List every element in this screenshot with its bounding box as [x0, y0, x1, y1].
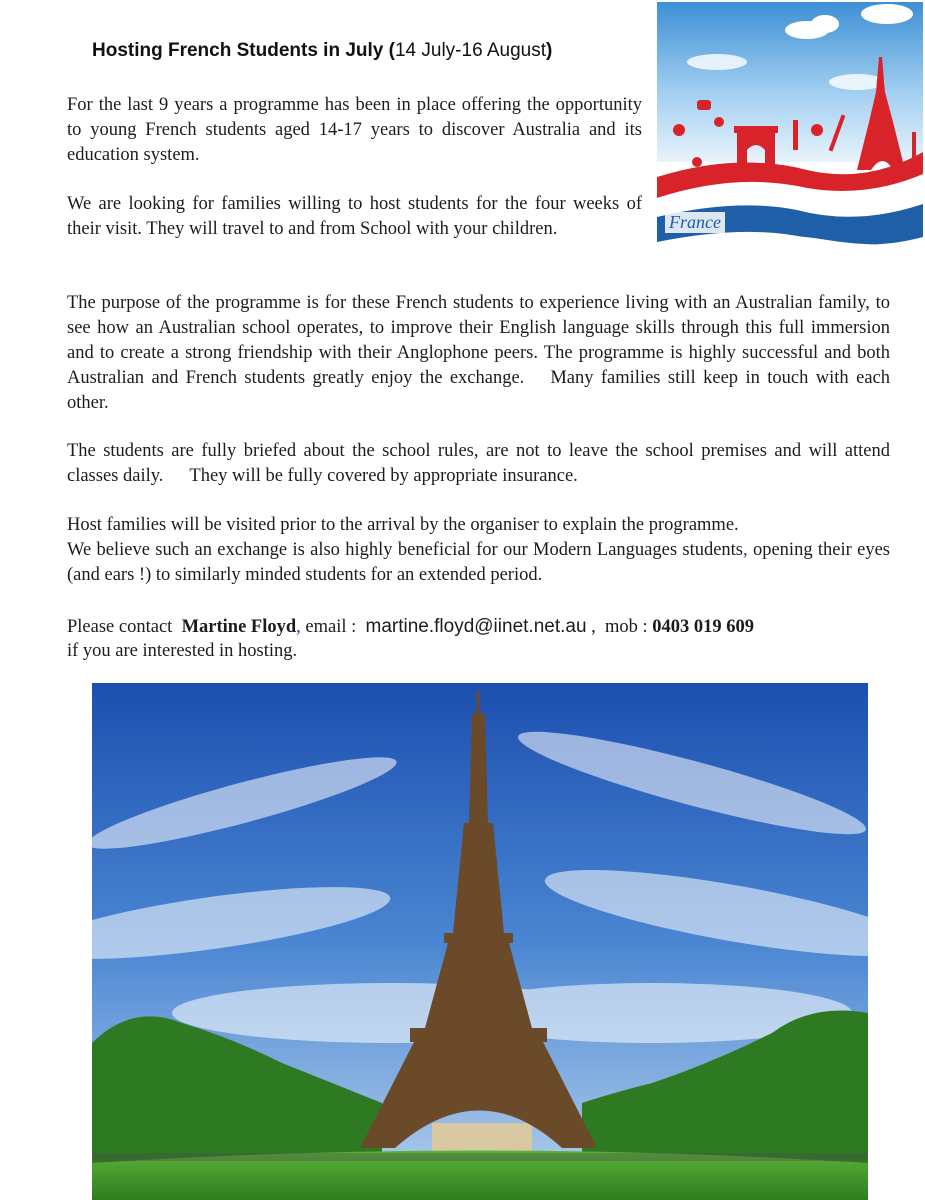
eiffel-tower-photo	[92, 683, 868, 1200]
contact-separator: ,	[591, 617, 596, 637]
benefit-text-a: We believe such an exchange is also highly beneficial for our Modern Languages students	[67, 540, 744, 560]
cheese-icon	[811, 124, 823, 136]
contact-name: Martine Floyd	[181, 617, 297, 637]
rules-tail-text: They will be fully covered by appropriate insurance.	[189, 466, 578, 486]
second-platform	[444, 933, 513, 943]
contact-lead: Please contact	[67, 617, 173, 637]
intro-paragraph: For the last 9 years a programme has been in place offering the opportunity to young French students aged 14-17 years to discover Australia and its education system.	[67, 95, 642, 165]
purpose-paragraph	[67, 291, 890, 416]
mobile-label: mob :	[605, 617, 648, 637]
first-platform	[410, 1028, 547, 1042]
title-close-paren: )	[546, 40, 553, 61]
trocadero-building	[432, 1123, 532, 1153]
rules-main-text: The students are fully briefed about the school rules, are not to leave the school premises and will attend classes daily.	[67, 441, 890, 486]
rules-paragraph	[67, 439, 890, 489]
title-dates: 14 July-16 August	[394, 40, 547, 61]
wine-icon	[714, 117, 724, 127]
benefit-text-b: opening their eyes (and ears !) to similarly minded students for an extended period.	[67, 540, 890, 585]
crowd-strip	[92, 1153, 868, 1161]
contact-line-2: if you are interested in hosting.	[67, 641, 298, 661]
ball-icon	[692, 157, 702, 167]
tower-top-section	[469, 713, 488, 823]
contact-name-comma: ,	[296, 617, 301, 637]
purpose-tail-text: Many families still keep in touch with each other.	[67, 368, 890, 413]
visit-line: Host families will be visited prior to the arrival by the organiser to explain the programme.	[67, 515, 739, 535]
title-main: Hosting French Students in July (	[92, 40, 395, 61]
email-link[interactable]: martine.floyd@iinet.net.au	[365, 616, 587, 637]
france-illustration	[657, 2, 923, 252]
benefit-comma: ,	[743, 540, 748, 560]
arc-top	[734, 126, 778, 133]
hat-icon	[673, 124, 685, 136]
france-caption: France	[665, 212, 725, 233]
mobile-number: 0403 019 609	[652, 617, 755, 637]
chef-hat-icon	[697, 100, 711, 110]
contact-line	[67, 614, 754, 640]
email-label: email :	[305, 617, 357, 637]
bottle-icon	[793, 120, 798, 150]
host-request-paragraph: We are looking for families willing to host students for the four weeks of their visit. They will travel to and from School with your children.	[67, 194, 642, 239]
benefit-paragraph	[67, 538, 890, 588]
purpose-main-text: The purpose of the programme is for these French students to experience living with an Australian family, to see how an Australian school operates, to improve their English language skills through this full immersion and to create a strong friendship with their Anglophone peers. The programme is highly successful and both Australian and French students greatly enjoy the exchange.	[67, 293, 890, 388]
page-title	[92, 40, 552, 62]
tower-antenna	[477, 691, 480, 713]
eiffel-tower-photo-art	[92, 683, 868, 1200]
